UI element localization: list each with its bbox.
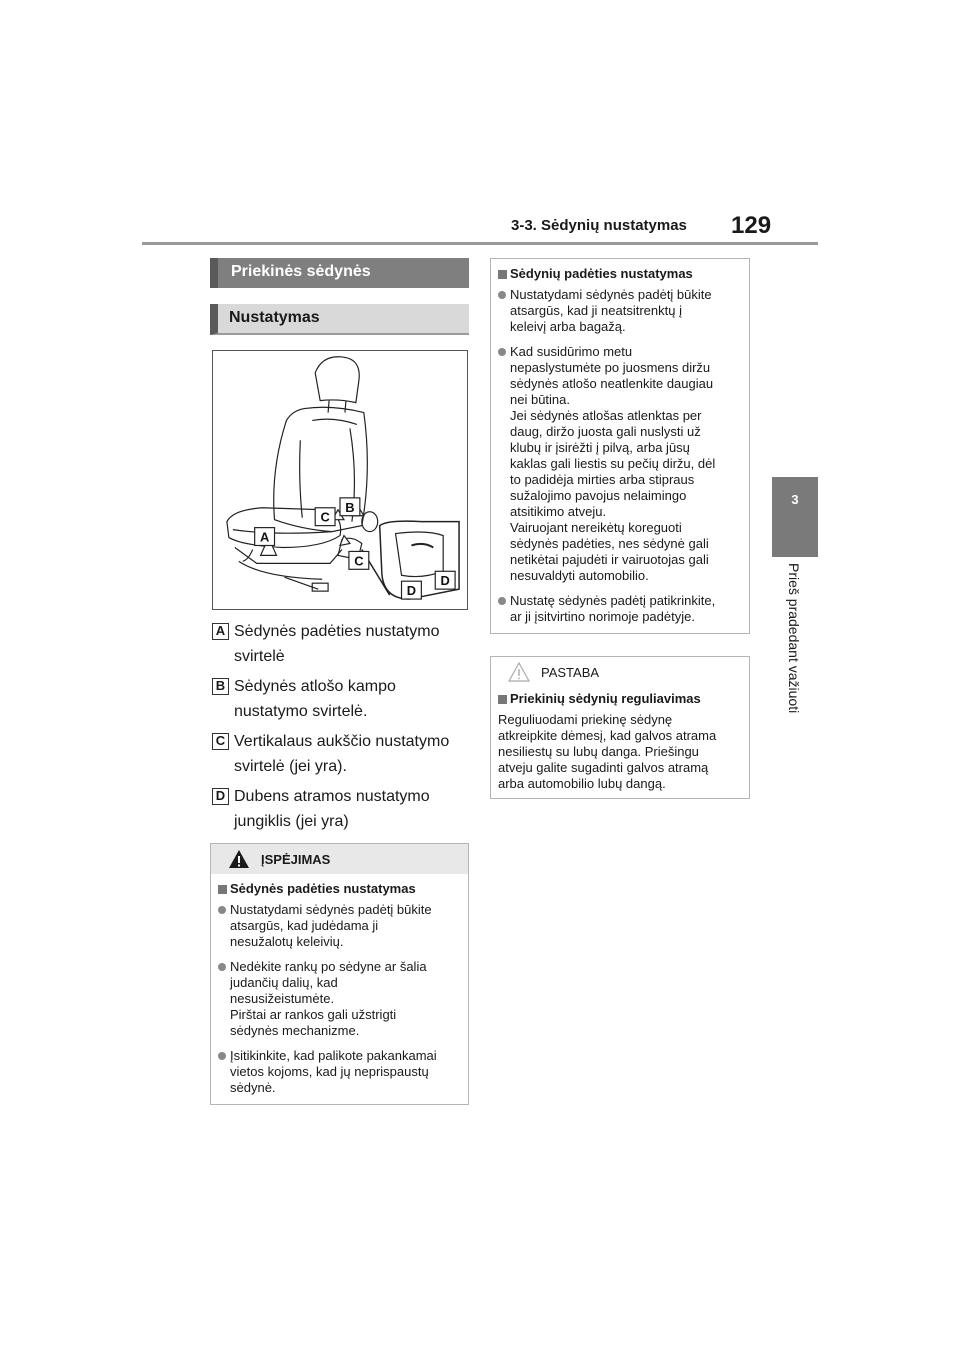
warning-box [210, 843, 469, 1105]
warning-continued-box [490, 258, 750, 634]
figure-label-a: A [259, 529, 270, 545]
legend-text: Sėdynės padėties nustatymo svirtelė [234, 623, 440, 665]
section-title: 3-3. Sėdynių nustatymas [511, 217, 687, 234]
warning-header [211, 844, 468, 874]
seat-drawing [213, 351, 467, 609]
caution-triangle-icon [508, 662, 530, 682]
chapter-number: 3 [791, 492, 799, 507]
warning-bullet [218, 959, 461, 1039]
legend-text: Dubens atramos nustatymo jungiklis (jei yra) [234, 788, 430, 830]
warning-bullet-text: Nustatydami sėdynės padėtį būkite atsargūs, kad judėdama ji nesužalotų keleivių. [230, 902, 432, 949]
warning-continued-bullet-text: Nustatydami sėdynės padėtį būkite atsargūs, kad ji neatsitrenktų į keleivį arba bagažą. [510, 287, 712, 334]
warning-subheading-text: Sėdynės padėties nustatymas [230, 881, 416, 896]
warning-continued-bullet [498, 593, 742, 625]
warning-title: ĮSPĖJIMAS [261, 852, 331, 867]
warning-continued-subheading [498, 266, 742, 282]
figure-label-c-lower: C [354, 553, 364, 569]
notice-subheading [498, 691, 742, 707]
notice-title: PASTABA [541, 665, 600, 680]
warning-continued-bullet [498, 344, 742, 584]
legend-item [212, 729, 472, 779]
legend-item [212, 619, 472, 669]
square-bullet-icon [498, 695, 507, 704]
figure-label-c-upper: C [320, 509, 330, 525]
legend-key: C [212, 733, 229, 750]
square-bullet-icon [498, 270, 507, 279]
notice-text: Reguliuodami priekinę sėdynę atkreipkite dėmesį, kad galvos atrama nesiliestų su lubų danga. Priešingu atveju galite sugadinti galvos atramą arba automobilio lubų dangą. [498, 712, 717, 791]
figure-legend [212, 619, 472, 839]
legend-text: Sėdynės atlošo kampo nustatymo svirtelė. [234, 678, 396, 720]
seat-illustration [212, 350, 468, 610]
page-number: 129 [731, 212, 772, 239]
notice-header [491, 657, 749, 687]
warning-continued-bullet-text: Nustatę sėdynės padėtį patikrinkite, ar ji įsitvirtino norimoje padėtyje. [510, 593, 716, 624]
figure-label-d-left: D [406, 583, 417, 599]
warning-bullet-text: Nedėkite rankų po sėdyne ar šalia judančių dalių, kad nesusižeistumėte. Pirštai ar rankos gali užstrigti sėdynės mechanizme. [230, 959, 427, 1038]
legend-key: B [212, 678, 229, 695]
figure-label-b: B [345, 499, 355, 515]
legend-text: Vertikalaus aukščio nustatymo svirtelė (jei yra). [234, 733, 450, 775]
chapter-label: Prieš pradedant važiuoti [786, 563, 802, 714]
notice-subheading-text: Priekinių sėdynių reguliavimas [510, 691, 701, 706]
warning-bullet [218, 902, 461, 950]
warning-bullet-text: Įsitikinkite, kad palikote pakankamai vietos kojoms, kad jų neprispaustų sėdynė. [230, 1048, 437, 1095]
notice-box [490, 656, 750, 799]
warning-subheading [218, 881, 461, 897]
square-bullet-icon [218, 885, 227, 894]
warning-bullet [218, 1048, 461, 1096]
legend-key: A [212, 623, 229, 640]
warning-continued-bullet [498, 287, 742, 335]
chapter-tab [772, 477, 818, 557]
legend-item [212, 674, 472, 724]
figure-label-d-right: D [440, 573, 450, 589]
legend-item [212, 784, 472, 834]
legend-key: D [212, 788, 229, 805]
main-heading: Priekinės sėdynės [210, 258, 469, 288]
warning-continued-bullet-text: Kad susidūrimo metu nepaslystumėte po juosmens diržu sėdynės atlošo neatlenkite daugiau nei būtina. Jei sėdynės atlošas atlenktas per daug, diržo juosta gali nuslysti už klubų ir įsirėžti į pilvą, arba jūsų kaklas gali liestis su pečių diržu, dėl to padidėja mirties arba stipraus sužalojimo pavojus nelaimingo atsitikimo atveju. Vairuojant nereikėtų koreguoti sėdynės padėties, nes sėdynė gali netikėtai pajudėti ir vairuotojas gali nesuvaldyti automobilio. [510, 344, 716, 583]
warning-continued-subheading-text: Sėdynių padėties nustatymas [510, 266, 693, 281]
warning-triangle-icon [228, 849, 250, 869]
sub-heading: Nustatymas [210, 304, 469, 335]
header-rule [142, 242, 818, 245]
